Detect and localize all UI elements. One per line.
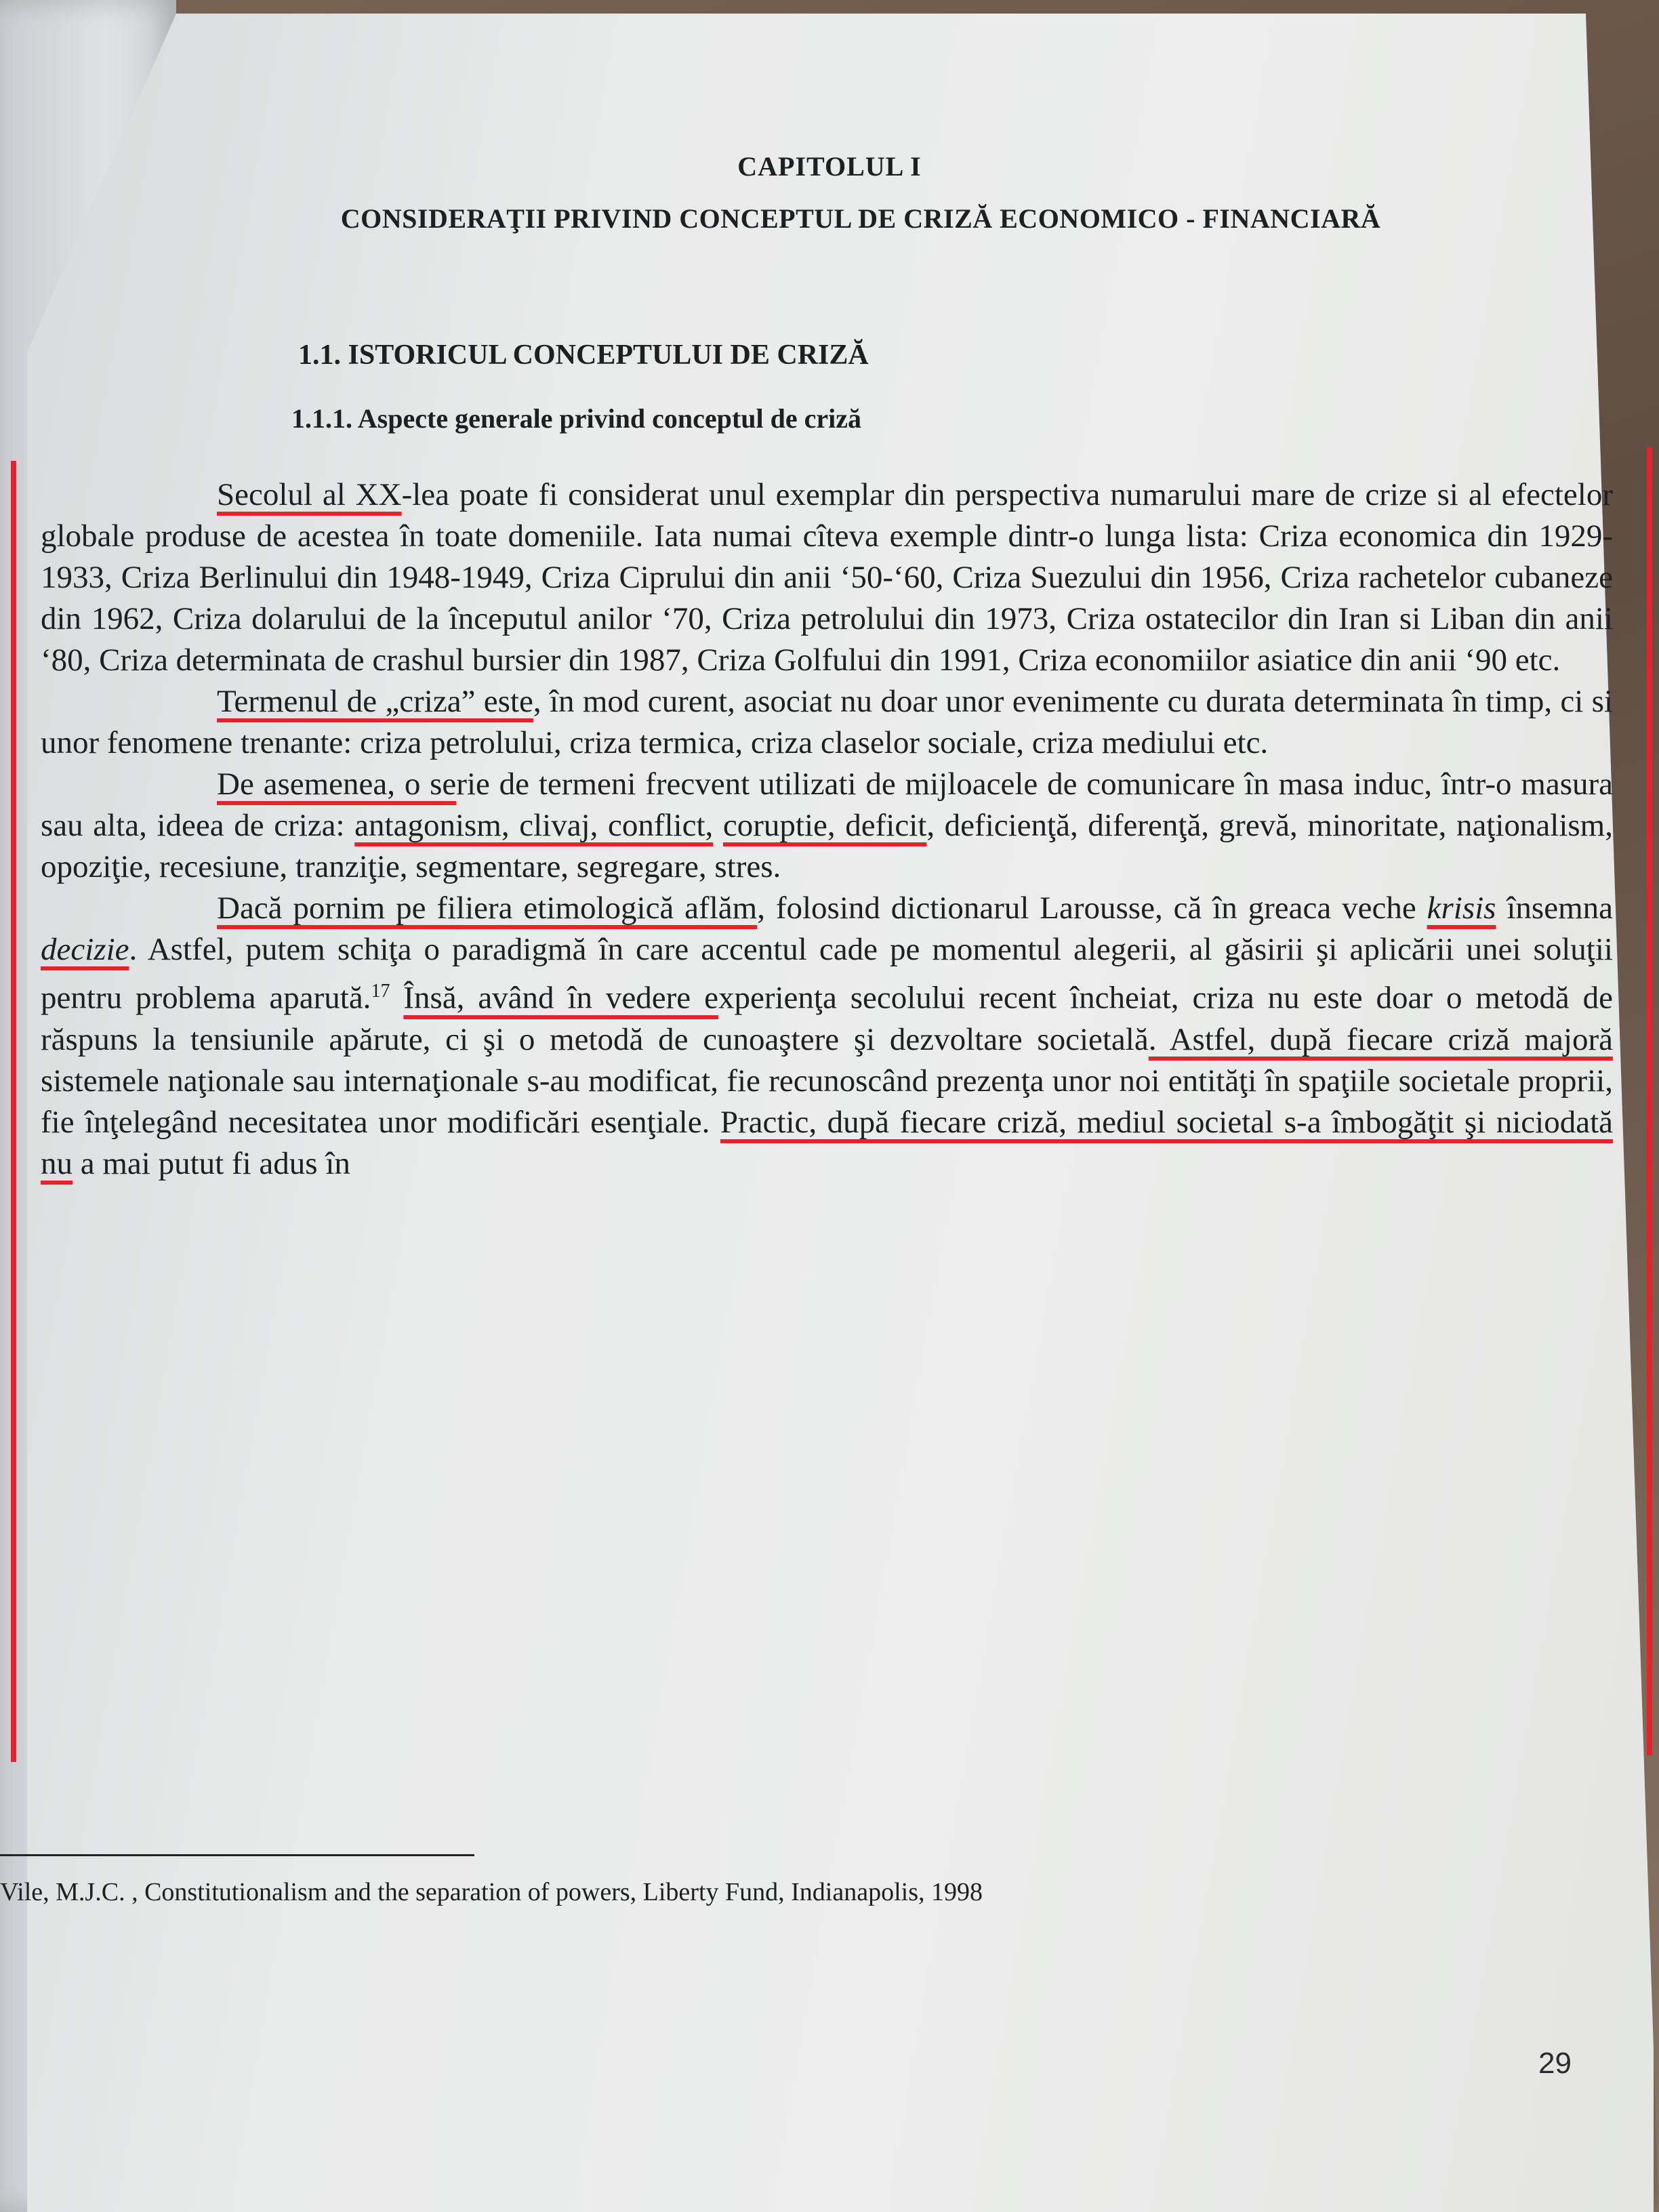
text-run: , în mod curent, asociat nu doar unor evenimente cu durata determinata în timp, ci si unor fenomene trenante: criza petrolului, criza termica, criza claselor sociale, criza mediului etc. — [41, 684, 1613, 760]
text-run: , folosind dictionarul Larousse, că în greaca veche — [757, 890, 1427, 926]
red-margin-mark-right — [1626, 447, 1652, 1755]
text-run: a mai putut fi adus în — [73, 1145, 350, 1181]
chapter-label: CAPITOLUL I — [737, 151, 922, 182]
footnote-reference: 17 — [371, 981, 390, 1002]
underline-mark: Dacă pornim pe filiera etimologică aflăm — [217, 890, 758, 926]
underline-mark-italic: krisis — [1427, 890, 1496, 926]
underline-mark: . Astfel, după fiecare criză majoră — [1148, 1021, 1613, 1057]
paragraph-2 — [41, 681, 1613, 764]
text-run: însemna — [1496, 890, 1613, 926]
underline-mark: De asemenea, o se — [217, 766, 457, 802]
paragraph-1 — [41, 474, 1613, 681]
text-run: sistemele naţionale sau internaţionale s-au modificat, fie recunoscând prezenţa unor noi entităţi în spaţiile societale proprii, fie înţelegând necesitatea unor modificări esenţiale. — [41, 1063, 1613, 1140]
underline-mark: Secolul al XX — [217, 477, 402, 512]
text-run: -lea poate fi considerat unul exemplar din perspectiva numarului mare de crize si al efectelor globale produse de acestea în toate domeniile. Iata numai cîteva exemple dintr-o lunga lista: Criza economica din 1929-1933, Criza Berlinului din 1948-1949, Criza Ciprului din anii ‘50-‘60, Criza Suezului din 1956, Criza rachetelor cubaneze din 1962, Criza dolarului de la începutul anilor ‘70, Criza petrolului din 1973, Criza ostatecilor din Iran si Liban din anii ‘80, Criza determinata de crashul bursier din 1987, Criza Golfului din 1991, Criza economiilor asiatice din anii ‘90 etc. — [41, 477, 1614, 678]
text-run — [713, 808, 723, 843]
section-heading: 1.1. ISTORICUL CONCEPTULUI DE CRIZĂ — [298, 340, 869, 371]
chapter-title: CONSIDERAŢII PRIVIND CONCEPTUL DE CRIZĂ ECONOMICO - FINANCIARĂ — [340, 203, 1381, 234]
underline-mark: coruptie, deficit — [722, 808, 927, 843]
text-run: . Astfel, putem schiţa o paradigmă în care accentul cade pe momentul alegerii, al găsirii şi aplicării unei soluţii pentru problema aparută. — [41, 932, 1613, 1016]
underline-mark: antagonism, clivaj, conflict, — [354, 808, 714, 843]
paragraph-3 — [41, 764, 1613, 888]
subsection-heading: 1.1.1. Aspecte generale privind conceptul de criză — [291, 403, 861, 434]
text-run — [390, 981, 403, 1016]
underline-mark: Practic, după fiecare criză, mediul societal s-a îmbogăţit şi niciodată nu — [41, 1104, 1613, 1181]
body-text — [41, 474, 1613, 1185]
paragraph-4 — [41, 888, 1613, 1185]
underline-mark: Termenul de „criza” este — [217, 684, 533, 719]
footnote: Vile, M.J.C. , Constitutionalism and the separation of powers, Liberty Fund, Indianapolis, 1998 — [0, 1878, 983, 1906]
underline-mark: Însă, având în vedere e — [403, 980, 718, 1016]
page-number: 29 — [1538, 2047, 1572, 2080]
red-margin-mark-left — [11, 461, 37, 1762]
text-run: xperienţa secolului recent încheiat, criza nu este doar o metodă de răspuns la tensiunile apărute, ci şi o metodă de cunoaştere şi dezvoltare societală — [41, 980, 1613, 1057]
footnote-divider — [0, 1854, 474, 1856]
underline-mark-italic: decizie — [41, 932, 129, 967]
text-run: rie de termeni frecvent utilizati de mijloacele de comunicare în masa induc, într-o masura sau alta, ideea de criza: — [41, 766, 1614, 843]
text-run: , deficienţă, diferenţă, grevă, minoritate, naţionalism, opoziţie, recesiune, tranziţie, segmentare, segregare, stres. — [41, 808, 1613, 884]
